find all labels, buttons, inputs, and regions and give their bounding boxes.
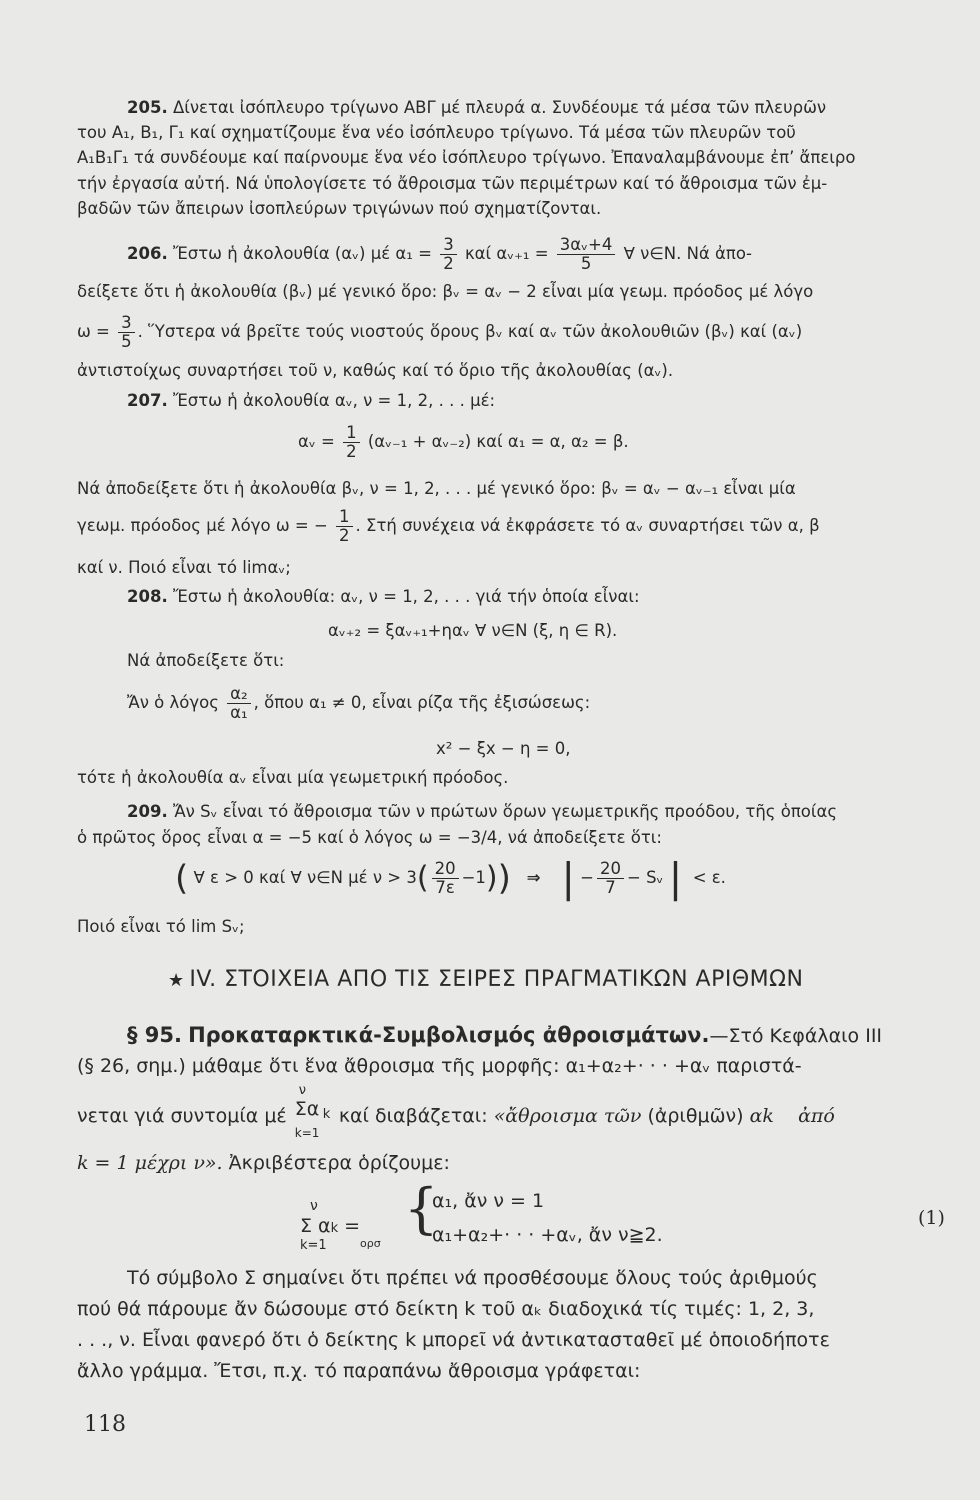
problem-205-line2: του Α₁, Β₁, Γ₁ καί σχηματίζουμε ἕνα νέο ἰσόπλευρο τρίγωνο. Τά μέσα τῶν πλευρῶν τοῦ [77, 123, 796, 142]
problem-209-line1: 209. Ἄν Sᵥ εἶναι τό ἄθροισμα τῶν ν πρώτων ὅρων γεωμετρικῆς προόδου, τῆς ὁποίας [127, 802, 838, 821]
implies-arrow: ⇒ [526, 868, 541, 887]
section-title: Προκαταρκτικά-Συμβολισμός ἀθροισμάτων. [188, 1023, 710, 1047]
problem-207-line4: καί ν. Ποιό εἶναι τό limαᵥ; [77, 558, 291, 577]
problem-number: 205. [127, 98, 168, 117]
fraction: $\frac{20}{7\varepsilon}$ [432, 860, 459, 897]
problem-208-line3: Ἄν ὁ λόγος $\frac{\text{α₂}}{\text{α₁}}$ , ὅπου α₁ ≠ 0, εἶναι ρίζα τῆς ἐξισώσεως: [127, 684, 591, 722]
definition-case1: α₁, ἄν ν = 1 [432, 1190, 545, 1212]
fraction: $\frac{3}{5}$ [118, 314, 135, 351]
sigma-notation: ν Σα k k=1 [294, 1083, 331, 1140]
definition-left: ν Σ αk = k=1 ορσ [300, 1198, 381, 1253]
problem-206-line1: 206. Ἔστω ἡ ἀκολουθία (αᵥ) μέ α₁ = $\frac{3}{2}$ καί αᵥ₊₁ = $\frac{\text{3αᵥ+4}}{5}$ ∀ ν∈N. Νά ἀπο- [127, 235, 752, 273]
problem-207-line3: γεωμ. πρόοδος μέ λόγο ω = − $\frac{1}{2}$ . Στή συνέχεια νά ἐκφράσετε τό αᵥ συναρτήσει τῶν α, β [77, 507, 820, 545]
problem-206-line3: ω = $\frac{3}{5}$ . Ὕστερα νά βρεῖτε τούς νιοστούς ὅρους βᵥ καί αᵥ τῶν ἀκολουθιῶν (βᵥ) καί (αᵥ) [77, 313, 803, 351]
fraction: $\frac{\text{α₂}}{\text{α₁}}$ [227, 685, 251, 722]
problem-208-line4: τότε ἡ ἀκολουθία αᵥ εἶναι μία γεωμετρική πρόοδος. [77, 768, 509, 787]
problem-209-line2: ὁ πρῶτος ὅρος εἶναι α = −5 καί ὁ λόγος ω = −3/4, νά ἀποδείξετε ὅτι: [77, 828, 662, 847]
problem-206-line2: δείξετε ὅτι ἡ ἀκολουθία (βᵥ) μέ γενικό ὅρο: βᵥ = αᵥ − 2 εἶναι μία γεωμ. πρόοδος μέ λόγο [77, 282, 814, 301]
definition-case2: α₁+α₂+· · · +αᵥ, ἄν ν≧2. [432, 1224, 663, 1246]
problem-209-line3: Ποιό εἶναι τό lim Sᵥ; [77, 917, 245, 936]
fraction: $\frac{3}{2}$ [440, 236, 457, 273]
paren-left: ( [175, 858, 189, 899]
problem-208-line1: 208. Ἔστω ἡ ἀκολουθία: αᵥ, ν = 1, 2, . . . γιά τήν ὁποία εἶναι: [127, 587, 640, 606]
section-95-line3: νεται γιά συντομία μέ ν Σα k k=1 καί διαβάζεται: «ἄθροισμα τῶν (ἀριθμῶν) αk ἀπό [77, 1083, 835, 1140]
problem-207-equation: αᵥ = $\frac{1}{2}$ (αᵥ₋₁ + αᵥ₋₂) καί α₁ = α, α₂ = β. [298, 423, 629, 461]
section-95-line1: § 95. Προκαταρκτικά-Συμβολισμός ἀθροισμάτων.—Στό Κεφάλαιο III [127, 1023, 883, 1047]
problem-209-condition: ( ∀ ε > 0 καί ∀ ν∈N μέ ν > 3( $\frac{20}{7\varepsilon}$ −1)) ⇒ | − $\frac{20}{7}$ − Sᵥ | < ε. [175, 855, 726, 902]
problem-207-line2: Νά ἀποδείξετε ὅτι ἡ ἀκολουθία βᵥ, ν = 1, 2, . . . μέ γενικό ὅρο: βᵥ = αᵥ − αᵥ₋₁ εἶναι μία [77, 479, 796, 498]
page-number: 118 [84, 1412, 126, 1437]
section-number: § 95. [127, 1023, 183, 1047]
problem-205-line4: τήν ἐργασία αὐτή. Νά ὑπολογίσετε τό ἄθροισμα τῶν περιμέτρων καί τό ἄθροισμα τῶν ἐμ- [77, 174, 828, 193]
problem-205-line1: 205. Δίνεται ἰσόπλευρο τρίγωνο ΑΒΓ μέ πλευρά α. Συνδέουμε τά μέσα τῶν πλευρῶν [127, 98, 827, 117]
fraction: $\frac{\text{3αᵥ+4}}{5}$ [557, 236, 616, 273]
problem-205-line5: βαδῶν τῶν ἄπειρων ἰσοπλεύρων τριγώνων πού σχηματίζονται. [77, 199, 602, 218]
problem-205-line3: Α₁Β₁Γ₁ τά συνδέουμε καί παίρνουμε ἕνα νέο ἰσόπλευρο τρίγωνο. Ἐπαναλαμβάνουμε ἐπ’ ἄπειρο [77, 148, 856, 167]
section-95-line4: k = 1 μέχρι ν». Ἀκριβέστερα ὁρίζουμε: [77, 1152, 450, 1174]
equation-number: (1) [918, 1207, 945, 1229]
fraction: $\frac{20}{7}$ [597, 860, 624, 897]
problem-208-equation: αᵥ₊₂ = ξαᵥ₊₁+ηαᵥ ∀ ν∈N (ξ, η ∈ R). [328, 621, 618, 640]
section-95-line5: Τό σύμβολο Σ σημαίνει ὅτι πρέπει νά προσθέσουμε ὅλους τούς ἀριθμούς [127, 1267, 818, 1289]
fraction: $\frac{1}{2}$ [336, 508, 353, 545]
section-95-line7: . . ., ν. Εἶναι φανερό ὅτι ὁ δείκτης k μπορεῖ νά ἀντικατασταθεῖ μέ ὁποιοδήποτε [77, 1329, 830, 1351]
problem-208-equation2: x² − ξx − η = 0, [436, 739, 571, 758]
section-95-line6: πού θά πάρουμε ἄν δώσουμε στό δείκτη k τοῦ αₖ διαδοχικά τίς τιμές: 1, 2, 3, [77, 1298, 815, 1320]
problem-206-line4: ἀντιστοίχως συναρτήσει τοῦ ν, καθώς καί τό ὅριο τῆς ἀκολουθίας (αᵥ). [77, 361, 674, 380]
chapter-heading: ★ IV. ΣΤΟΙΧΕΙΑ ΑΠΟ ΤΙΣ ΣΕΙΡΕΣ ΠΡΑΓΜΑΤΙΚΩΝ ΑΡΙΘΜΩΝ [168, 967, 804, 992]
star-icon: ★ [168, 970, 185, 991]
left-brace: { [404, 1177, 439, 1240]
problem-208-line2: Νά ἀποδείξετε ὅτι: [127, 651, 285, 670]
fraction: $\frac{1}{2}$ [343, 424, 360, 461]
section-95-line8: ἄλλο γράμμα. Ἔτσι, π.χ. τό παραπάνω ἄθροισμα γράφεται: [77, 1360, 641, 1382]
section-95-line2: (§ 26, σημ.) μάθαμε ὅτι ἕνα ἄθροισμα τῆς μορφῆς: α₁+α₂+· · · +αᵥ παριστά- [77, 1055, 802, 1077]
problem-207-line1: 207. Ἔστω ἡ ἀκολουθία αᵥ, ν = 1, 2, . . . μέ: [127, 391, 496, 410]
